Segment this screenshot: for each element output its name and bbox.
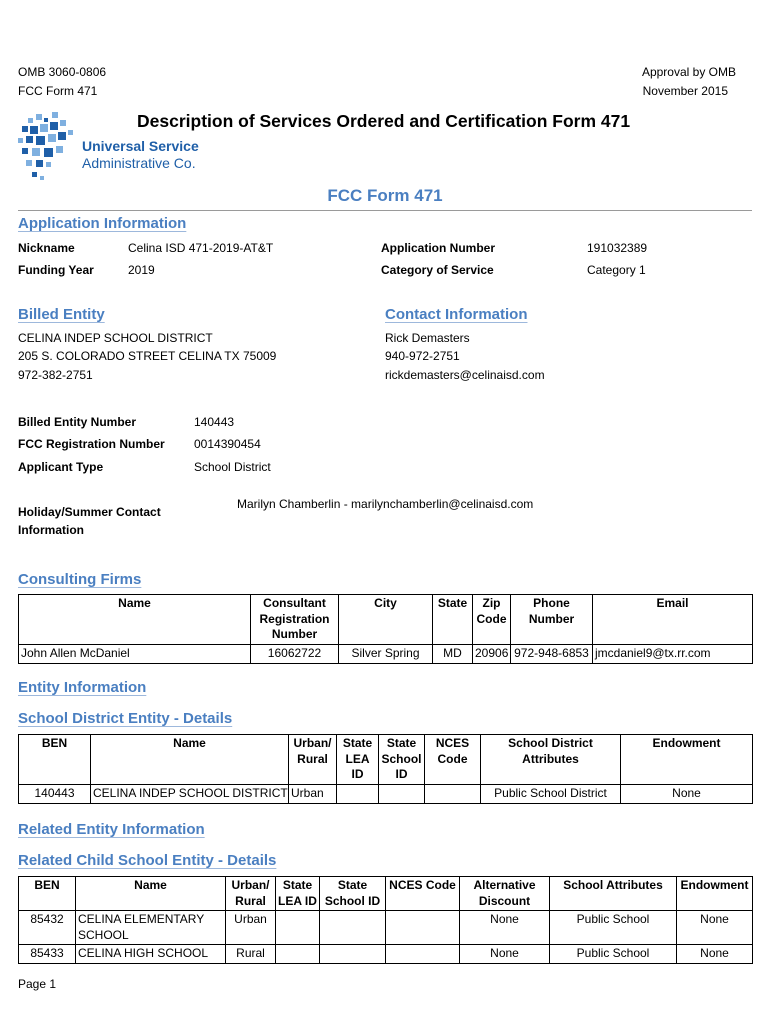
child-nces-code xyxy=(386,911,460,945)
col-endowment: Endowment xyxy=(621,735,753,785)
usac-logo-mark-icon xyxy=(16,112,86,186)
child-state-school-id xyxy=(320,945,386,964)
fcc-registration-value: 0014390454 xyxy=(194,437,261,451)
child-urban-rural: Rural xyxy=(226,945,276,964)
consultant-phone: 972-948-6853 xyxy=(511,645,593,664)
child-ben: 85433 xyxy=(19,945,76,964)
child-ben: 85432 xyxy=(19,911,76,945)
child-state-lea-id xyxy=(276,945,320,964)
form-number: FCC Form 471 xyxy=(18,84,98,98)
ben-label: Billed Entity Number xyxy=(18,415,137,429)
holiday-contact-value: Marilyn Chamberlin - marilynchamberlin@celinaisd.com xyxy=(237,497,534,511)
child-state-school-id xyxy=(320,911,386,945)
col-school-attributes: School Attributes xyxy=(550,877,677,911)
col-district-attributes: School District Attributes xyxy=(481,735,621,785)
fcc-registration-label: FCC Registration Number xyxy=(18,437,165,451)
child-alternative-discount: None xyxy=(460,911,550,945)
col-urban-rural: Urban/ Rural xyxy=(289,735,337,785)
page-title: Description of Services Ordered and Certification Form 471 xyxy=(137,111,631,131)
contact-phone: 940-972-2751 xyxy=(385,349,460,363)
page-number: Page 1 xyxy=(18,977,57,991)
application-number-label: Application Number xyxy=(381,241,496,255)
col-state-school-id: State School ID xyxy=(379,735,425,785)
consultant-crn: 16062722 xyxy=(251,645,339,664)
col-phone: Phone Number xyxy=(511,595,593,645)
child-school-attributes: Public School xyxy=(550,911,677,945)
table-row xyxy=(19,645,753,664)
holiday-contact-label: Holiday/Summer Contact xyxy=(18,505,161,519)
col-city: City xyxy=(339,595,433,645)
application-number-value: 191032389 xyxy=(587,241,648,255)
contact-heading: Contact Information xyxy=(385,306,528,323)
child-state-lea-id xyxy=(276,911,320,945)
child-alternative-discount: None xyxy=(460,945,550,964)
billed-entity-heading: Billed Entity xyxy=(18,306,105,323)
district-nces-code xyxy=(425,785,481,804)
consultant-name: John Allen McDaniel xyxy=(19,645,251,664)
col-nces-code: NCES Code xyxy=(425,735,481,785)
district-name: CELINA INDEP SCHOOL DISTRICT xyxy=(91,785,289,804)
omb-number: OMB 3060-0806 xyxy=(18,65,107,79)
consultant-city: Silver Spring xyxy=(339,645,433,664)
child-endowment: None xyxy=(677,911,753,945)
related-child-heading: Related Child School Entity - Details xyxy=(18,852,277,869)
child-urban-rural: Urban xyxy=(226,911,276,945)
consultant-email[interactable]: jmcdaniel9@tx.rr.com xyxy=(593,645,753,664)
col-zip: Zip Code xyxy=(473,595,511,645)
holiday-contact-label-2: Information xyxy=(18,523,84,537)
col-ben: BEN xyxy=(19,735,91,785)
district-state-lea-id xyxy=(337,785,379,804)
col-name: Name xyxy=(19,595,251,645)
logo-line-2: Administrative Co. xyxy=(82,155,196,171)
consulting-heading: Consulting Firms xyxy=(18,571,142,588)
related-child-table xyxy=(18,876,753,964)
col-nces-code: NCES Code xyxy=(386,877,460,911)
col-urban-rural: Urban/ Rural xyxy=(226,877,276,911)
applicant-type-value: School District xyxy=(194,460,271,474)
billed-entity-name: CELINA INDEP SCHOOL DISTRICT xyxy=(18,331,213,345)
district-state-school-id xyxy=(379,785,425,804)
table-row xyxy=(19,911,753,945)
col-name: Name xyxy=(91,735,289,785)
col-name: Name xyxy=(76,877,226,911)
nickname-label: Nickname xyxy=(18,241,75,255)
child-school-attributes: Public School xyxy=(550,945,677,964)
consultant-state: MD xyxy=(433,645,473,664)
billed-entity-address: 205 S. COLORADO STREET CELINA TX 75009 xyxy=(18,349,277,363)
child-name: CELINA ELEMENTARY SCHOOL xyxy=(76,911,226,945)
billed-entity-phone: 972-382-2751 xyxy=(18,368,93,382)
table-row xyxy=(19,785,753,804)
school-district-heading: School District Entity - Details xyxy=(18,710,233,727)
nickname-value: Celina ISD 471-2019-AT&T xyxy=(128,241,274,255)
col-endowment: Endowment xyxy=(677,877,753,911)
related-entity-heading: Related Entity Information xyxy=(18,821,205,838)
logo-line-1: Universal Service xyxy=(82,138,199,154)
omb-approval: Approval by OMB xyxy=(641,65,736,79)
child-name: CELINA HIGH SCHOOL xyxy=(76,945,226,964)
category-label: Category of Service xyxy=(381,263,494,277)
school-district-table xyxy=(18,734,753,804)
col-ben: BEN xyxy=(19,877,76,911)
child-nces-code xyxy=(386,945,460,964)
table-row xyxy=(19,945,753,964)
contact-email[interactable]: rickdemasters@celinaisd.com xyxy=(385,368,545,382)
consultant-zip: 20906 xyxy=(473,645,511,664)
ben-value: 140443 xyxy=(194,415,235,429)
category-value: Category 1 xyxy=(587,263,646,277)
divider xyxy=(18,210,752,211)
application-heading: Application Information xyxy=(18,215,187,232)
district-attributes: Public School District xyxy=(481,785,621,804)
col-state-lea-id: State LEA ID xyxy=(337,735,379,785)
col-state-school-id: State School ID xyxy=(320,877,386,911)
col-state-lea-id: State LEA ID xyxy=(276,877,320,911)
funding-year-value: 2019 xyxy=(128,263,155,277)
funding-year-label: Funding Year xyxy=(18,263,94,277)
district-urban-rural: Urban xyxy=(289,785,337,804)
contact-name: Rick Demasters xyxy=(385,331,470,345)
consulting-table xyxy=(18,594,753,664)
omb-approval-date: November 2015 xyxy=(642,84,728,98)
col-email: Email xyxy=(593,595,753,645)
applicant-type-label: Applicant Type xyxy=(18,460,104,474)
child-endowment: None xyxy=(677,945,753,964)
col-alternative-discount: Alternative Discount xyxy=(460,877,550,911)
form-title: FCC Form 471 xyxy=(327,186,443,205)
district-endowment: None xyxy=(621,785,753,804)
district-ben: 140443 xyxy=(19,785,91,804)
col-state: State xyxy=(433,595,473,645)
entity-heading: Entity Information xyxy=(18,679,147,696)
col-consultant-registration: Consultant Registration Number xyxy=(251,595,339,645)
